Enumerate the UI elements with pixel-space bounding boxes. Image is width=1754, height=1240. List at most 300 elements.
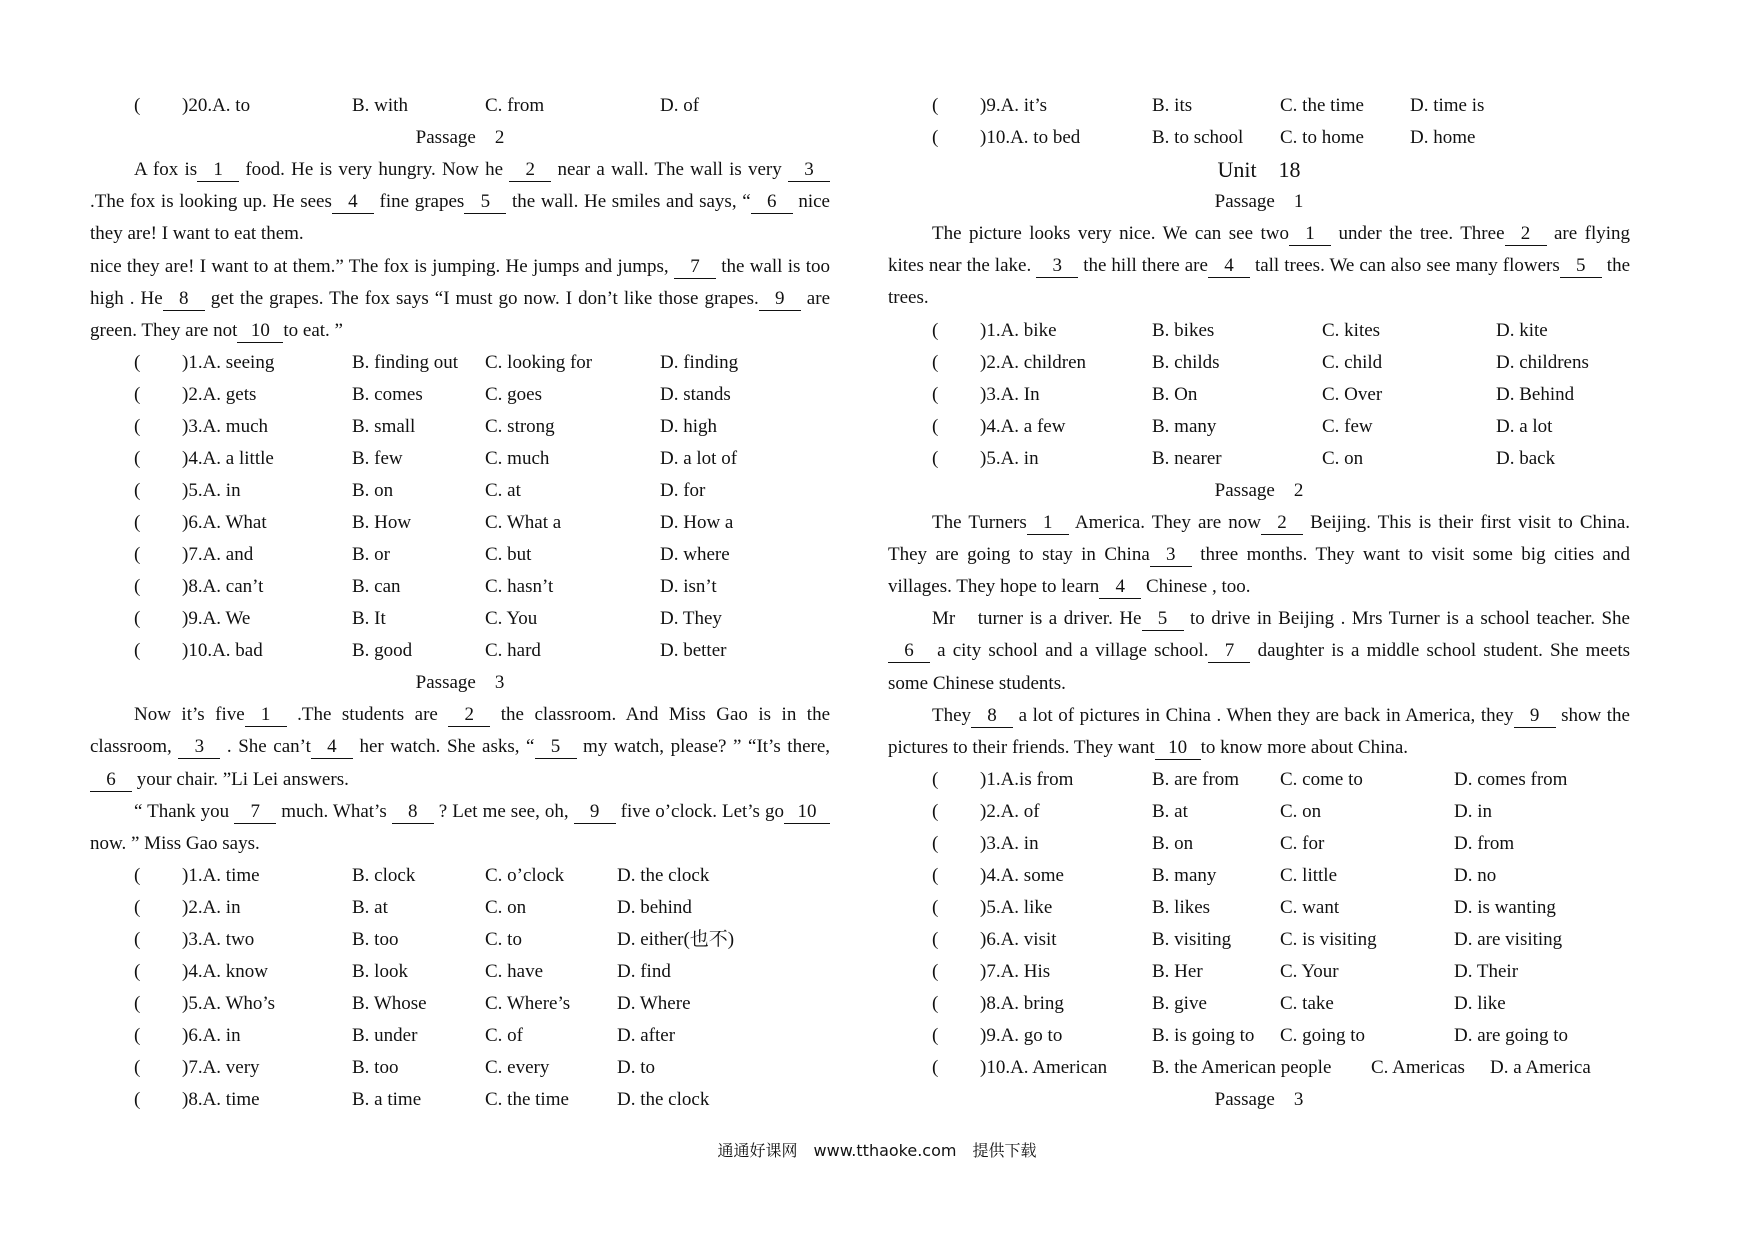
answer-paren: ( bbox=[134, 608, 141, 630]
option-c: C. hard bbox=[485, 640, 541, 662]
option-c: C. goes bbox=[485, 384, 542, 406]
text-segment: Mr turner is a driver. He bbox=[932, 608, 1142, 630]
answer-paren: ( bbox=[932, 127, 939, 148]
option-c: C. come to bbox=[1280, 769, 1363, 791]
text-segment: They bbox=[932, 704, 972, 726]
question-row bbox=[90, 507, 830, 539]
question-list bbox=[90, 860, 830, 1116]
option-a: )1.A. bike bbox=[980, 319, 1057, 341]
answer-paren: ( bbox=[134, 1025, 141, 1047]
answer-blank: 1 bbox=[197, 159, 239, 182]
option-d: D. the clock bbox=[617, 1089, 710, 1111]
answer-paren: ( bbox=[134, 480, 141, 502]
text-segment: A fox is bbox=[134, 159, 198, 180]
option-c: C. Over bbox=[1322, 383, 1383, 405]
option-c: C. take bbox=[1280, 993, 1334, 1015]
option-c: C. little bbox=[1280, 865, 1337, 887]
text-segment: Chinese , too. bbox=[1141, 576, 1251, 598]
answer-paren: ( bbox=[932, 929, 939, 951]
option-b: B. likes bbox=[1152, 897, 1211, 919]
answer-blank: 8 bbox=[971, 705, 1013, 728]
paragraph bbox=[90, 154, 830, 251]
option-a: )10.A. to bed bbox=[980, 127, 1081, 148]
option-c: C. looking for bbox=[485, 352, 593, 374]
text-segment: her watch. She asks, “ bbox=[352, 736, 535, 758]
answer-paren: ( bbox=[932, 993, 939, 1015]
option-d: D. the clock bbox=[617, 865, 710, 887]
answer-blank: 2 bbox=[1261, 512, 1303, 535]
option-b: B. its bbox=[1152, 95, 1193, 116]
passage-text bbox=[90, 154, 830, 347]
answer-blank: 3 bbox=[788, 159, 830, 182]
option-c: C. hasn’t bbox=[485, 576, 554, 598]
text-segment: the hill there are bbox=[1078, 255, 1208, 277]
option-d: D. no bbox=[1454, 865, 1497, 887]
text-segment: under the tree. Three bbox=[1330, 223, 1505, 244]
text-segment: Beijing. This is their first visit to China. They are going to stay in China bbox=[888, 511, 1630, 565]
paragraph bbox=[888, 507, 1630, 604]
answer-blank: 2 bbox=[448, 704, 490, 727]
answer-blank: 5 bbox=[1560, 255, 1602, 278]
option-c: C. Where’s bbox=[485, 993, 571, 1015]
option-b: B. few bbox=[352, 448, 403, 470]
paragraph bbox=[90, 796, 830, 860]
answer-paren: ( bbox=[134, 576, 141, 598]
option-d: D. Where bbox=[617, 993, 691, 1015]
option-d: D. after bbox=[617, 1025, 676, 1047]
option-a: )7.A. very bbox=[182, 1057, 260, 1079]
option-b: B. Whose bbox=[352, 993, 427, 1015]
option-c: C. every bbox=[485, 1057, 550, 1079]
question-row bbox=[888, 315, 1630, 347]
option-a: )2.A. in bbox=[182, 897, 241, 919]
option-c: C. have bbox=[485, 961, 544, 983]
option-a: )9.A. it’s bbox=[980, 95, 1048, 116]
answer-paren: ( bbox=[134, 352, 141, 374]
answer-blank: 4 bbox=[332, 191, 374, 214]
right-column bbox=[888, 90, 1630, 1116]
option-a: )10.A. American bbox=[980, 1057, 1108, 1079]
text-segment: .The students are bbox=[286, 704, 449, 726]
text-segment: get the grapes. The fox says “I must go now. I don’t like those grapes. bbox=[204, 287, 759, 309]
option-d: D. childrens bbox=[1496, 351, 1589, 373]
option-d: D. isn’t bbox=[660, 576, 717, 598]
option-b: B. are from bbox=[1152, 769, 1240, 791]
passage-text bbox=[90, 699, 830, 860]
option-a: )5.A. Who’s bbox=[182, 993, 276, 1015]
text-segment: The picture looks very nice. We can see two bbox=[932, 223, 1289, 244]
option-d: D. behind bbox=[617, 897, 692, 919]
text-segment: . She can’t bbox=[220, 736, 311, 758]
option-a: )4.A. some bbox=[980, 865, 1064, 887]
question-row bbox=[90, 603, 830, 635]
question-list bbox=[888, 764, 1630, 1084]
passage-title: Passage 2 bbox=[415, 127, 505, 148]
option-b: B. It bbox=[352, 608, 386, 630]
paragraph bbox=[888, 218, 1630, 315]
answer-blank: 7 bbox=[674, 256, 716, 279]
text-segment: a city school and a village school. bbox=[930, 640, 1209, 662]
question-row bbox=[888, 122, 1630, 154]
answer-blank: 5 bbox=[1142, 608, 1184, 631]
option-a: )5.A. in bbox=[980, 447, 1039, 469]
question-row bbox=[90, 347, 830, 379]
option-d: D. a lot bbox=[1496, 415, 1553, 437]
answer-paren: ( bbox=[134, 1057, 141, 1079]
option-a: )3.A. In bbox=[980, 383, 1040, 405]
option-a: )7.A. and bbox=[182, 544, 254, 566]
option-b: B. too bbox=[352, 929, 399, 951]
answer-paren: ( bbox=[932, 961, 939, 983]
option-a: )9.A. go to bbox=[980, 1025, 1063, 1047]
answer-paren: ( bbox=[932, 801, 939, 823]
answer-paren: ( bbox=[134, 897, 141, 919]
answer-paren: ( bbox=[932, 897, 939, 919]
option-d: D. are going to bbox=[1454, 1025, 1568, 1047]
text-segment: are green. They are not bbox=[90, 287, 830, 342]
answer-blank: 3 bbox=[1036, 255, 1078, 278]
option-b: B. childs bbox=[1152, 351, 1220, 373]
answer-paren: ( bbox=[134, 865, 141, 887]
text-segment: food. He is very hungry. Now he bbox=[239, 159, 510, 180]
answer-blank: 3 bbox=[1150, 544, 1192, 567]
option-c: C. is visiting bbox=[1280, 929, 1377, 951]
option-b: B. comes bbox=[352, 384, 423, 406]
answer-paren: ( bbox=[932, 833, 939, 855]
question-row bbox=[90, 924, 830, 956]
question-row bbox=[90, 860, 830, 892]
option-d: D. Behind bbox=[1496, 383, 1575, 405]
option-c: C. few bbox=[1322, 415, 1373, 437]
text-segment: the wall. He smiles and says, “ bbox=[506, 191, 751, 213]
text-segment: to know more about China. bbox=[1200, 737, 1409, 759]
answer-blank: 3 bbox=[178, 736, 220, 759]
question-row bbox=[90, 539, 830, 571]
question-row bbox=[888, 764, 1630, 796]
question-row bbox=[888, 443, 1630, 475]
text-segment: are flying kites near the lake. bbox=[888, 223, 1631, 277]
option-d: D. to bbox=[617, 1057, 655, 1079]
option-a: )2.A. gets bbox=[182, 384, 257, 406]
text-segment: the trees. bbox=[888, 255, 1630, 309]
question-row bbox=[90, 1020, 830, 1052]
answer-paren: ( bbox=[932, 1057, 939, 1079]
paragraph bbox=[888, 603, 1630, 700]
question-row bbox=[888, 1052, 1630, 1084]
answer-blank: 6 bbox=[751, 191, 793, 214]
option-a: )8.A. can’t bbox=[182, 576, 264, 598]
option-b: B. on bbox=[352, 480, 394, 502]
option-c: C. to home bbox=[1280, 127, 1364, 148]
option-b: B. many bbox=[1152, 865, 1217, 887]
option-c: C. want bbox=[1280, 897, 1340, 919]
option-b: B. Her bbox=[1152, 961, 1203, 983]
option-c: C. kites bbox=[1322, 319, 1381, 341]
text-segment: Now it’s five bbox=[134, 704, 245, 726]
option-d: D. time is bbox=[1410, 95, 1485, 116]
text-segment: to eat. ” bbox=[283, 320, 343, 342]
option-a: )2.A. children bbox=[980, 351, 1087, 373]
option-a: )6.A. visit bbox=[980, 929, 1057, 951]
option-b: B. or bbox=[352, 544, 390, 566]
answer-paren: ( bbox=[134, 961, 141, 983]
option-d: D. Their bbox=[1454, 961, 1519, 983]
question-list bbox=[888, 315, 1630, 475]
option-a: )6.A. in bbox=[182, 1025, 241, 1047]
option-b: B. nearer bbox=[1152, 447, 1222, 469]
passage-title: Passage 3 bbox=[415, 672, 505, 694]
answer-paren: ( bbox=[932, 865, 939, 887]
option-d: D. comes from bbox=[1454, 769, 1568, 791]
option-d: D. home bbox=[1410, 127, 1476, 148]
option-c: C. Your bbox=[1280, 961, 1339, 983]
answer-paren: ( bbox=[932, 319, 939, 341]
option-b: B. at bbox=[352, 897, 388, 919]
text-segment: now. ” Miss Gao says. bbox=[90, 833, 260, 855]
passage-title: Passage 3 bbox=[1214, 1089, 1304, 1111]
option-d: D. a America bbox=[1490, 1057, 1591, 1079]
option-a: )3.A. two bbox=[182, 929, 255, 951]
option-b: B. small bbox=[352, 416, 416, 438]
text-segment: “ Thank you bbox=[134, 800, 235, 822]
option-a: )3.A. much bbox=[182, 416, 269, 438]
option-d: D. are visiting bbox=[1454, 929, 1563, 951]
option-d: D. They bbox=[660, 608, 722, 630]
text-segment: the classroom. And Miss Gao is in the classroom, bbox=[90, 704, 830, 758]
answer-blank: 1 bbox=[245, 704, 287, 727]
option-c: C. the time bbox=[1280, 95, 1364, 116]
option-c: C. on bbox=[1322, 447, 1364, 469]
option-a: )1.A. seeing bbox=[182, 352, 275, 374]
option-d: D. in bbox=[1454, 801, 1492, 823]
option-c: C. You bbox=[485, 608, 538, 630]
option-c: C. child bbox=[1322, 351, 1383, 373]
option-d: D. from bbox=[1454, 833, 1515, 855]
answer-blank: 4 bbox=[1208, 255, 1250, 278]
option-b: B. the American people bbox=[1152, 1057, 1332, 1079]
answer-blank: 4 bbox=[1099, 576, 1141, 599]
text-segment: show the pictures to their friends. They want bbox=[888, 704, 1630, 759]
answer-paren: ( bbox=[932, 1025, 939, 1047]
answer-paren: ( bbox=[134, 416, 141, 438]
option-c: C. going to bbox=[1280, 1025, 1365, 1047]
option-b: B. visiting bbox=[1152, 929, 1232, 951]
question-row bbox=[90, 571, 830, 603]
option-d: D. high bbox=[660, 416, 717, 438]
option-a: )9.A. We bbox=[182, 608, 251, 630]
text-segment: daughter is a middle school student. She meets some Chinese students. bbox=[888, 640, 1630, 694]
option-b: B. a time bbox=[352, 1089, 422, 1111]
paragraph bbox=[888, 700, 1630, 764]
answer-blank: 1 bbox=[1027, 512, 1069, 535]
passage-text bbox=[888, 218, 1630, 315]
question-row bbox=[888, 1020, 1630, 1052]
text-segment: three months. They want to visit some big cities and villages. They hope to learn bbox=[888, 543, 1630, 598]
question-row bbox=[90, 1084, 830, 1116]
option-c: C. to bbox=[485, 929, 522, 951]
option-d: D. better bbox=[660, 640, 727, 662]
option-d: D. like bbox=[1454, 993, 1506, 1015]
option-c: C. but bbox=[485, 544, 532, 566]
question-list bbox=[888, 90, 1630, 154]
option-a: )7.A. His bbox=[980, 961, 1051, 983]
option-a: )2.A. of bbox=[980, 801, 1040, 823]
option-c: C. at bbox=[485, 480, 521, 502]
option-d: D. for bbox=[660, 480, 706, 502]
question-row bbox=[888, 796, 1630, 828]
option-d: D. of bbox=[660, 95, 700, 116]
text-segment: ? Let me see, oh, bbox=[433, 800, 574, 822]
answer-paren: ( bbox=[134, 95, 141, 116]
question-row bbox=[888, 956, 1630, 988]
option-a: )4.A. know bbox=[182, 961, 269, 983]
option-c: C. of bbox=[485, 1025, 523, 1047]
option-c: C. What a bbox=[485, 512, 562, 534]
question-row bbox=[888, 924, 1630, 956]
text-segment: my watch, please? ” “It’s there, bbox=[576, 736, 831, 758]
option-d: D. finding bbox=[660, 352, 739, 374]
footer: 通通好课网 www.tthaoke.com 提供下载 bbox=[717, 1141, 1037, 1160]
answer-blank: 10 bbox=[1155, 737, 1201, 760]
question-row bbox=[888, 90, 1630, 122]
paragraph bbox=[90, 251, 830, 348]
answer-blank: 8 bbox=[163, 288, 205, 311]
question-row bbox=[90, 443, 830, 475]
answer-blank: 10 bbox=[784, 801, 830, 824]
text-segment: much. What’s bbox=[276, 800, 392, 822]
option-c: C. strong bbox=[485, 416, 555, 438]
answer-paren: ( bbox=[134, 929, 141, 951]
answer-blank: 4 bbox=[311, 736, 353, 759]
question-row bbox=[90, 635, 830, 667]
option-c: C. from bbox=[485, 95, 545, 116]
answer-blank: 5 bbox=[464, 191, 506, 214]
left-column bbox=[90, 90, 830, 1116]
option-b: B. can bbox=[352, 576, 401, 598]
question-row bbox=[90, 90, 830, 122]
option-b: B. good bbox=[352, 640, 413, 662]
question-row bbox=[888, 860, 1630, 892]
answer-paren: ( bbox=[932, 769, 939, 791]
option-a: )5.A. like bbox=[980, 897, 1053, 919]
option-b: B. clock bbox=[352, 865, 416, 887]
passage-title: Passage 2 bbox=[1214, 479, 1304, 501]
text-segment: fine grapes bbox=[373, 191, 465, 213]
answer-blank: 2 bbox=[1505, 223, 1547, 246]
option-a: )1.A. time bbox=[182, 865, 260, 887]
passage-title: Passage 1 bbox=[1214, 191, 1304, 212]
option-d: D. where bbox=[660, 544, 730, 566]
question-row bbox=[888, 828, 1630, 860]
answer-paren: ( bbox=[134, 384, 141, 406]
option-a: )8.A. bring bbox=[980, 993, 1064, 1015]
question-row bbox=[888, 411, 1630, 443]
question-row bbox=[90, 988, 830, 1020]
option-c: C. on bbox=[1280, 801, 1322, 823]
option-b: B. is going to bbox=[1152, 1025, 1255, 1047]
answer-blank: 2 bbox=[509, 159, 551, 182]
text-segment: the wall is too high . He bbox=[90, 255, 830, 309]
option-b: B. under bbox=[352, 1025, 418, 1047]
text-segment: America. They are now bbox=[1068, 511, 1262, 533]
answer-blank: 6 bbox=[888, 640, 930, 663]
text-segment: nice they are! I want to eat them. bbox=[90, 191, 830, 245]
option-c: C. on bbox=[485, 897, 527, 919]
option-a: )1.A.is from bbox=[980, 769, 1074, 791]
answer-blank: 9 bbox=[1514, 705, 1556, 728]
text-segment: to drive in Beijing . Mrs Turner is a school teacher. She bbox=[1183, 608, 1630, 630]
option-c: C. o’clock bbox=[485, 865, 565, 887]
answer-paren: ( bbox=[134, 993, 141, 1015]
answer-blank: 9 bbox=[759, 288, 801, 311]
text-segment: nice they are! I want to at them.” The fox is jumping. He jumps and jumps, bbox=[90, 255, 674, 277]
answer-blank: 7 bbox=[234, 801, 276, 824]
question-row bbox=[90, 411, 830, 443]
text-segment: tall trees. We can also see many flowers bbox=[1249, 255, 1560, 277]
option-b: B. finding out bbox=[352, 352, 459, 374]
option-b: B. many bbox=[1152, 415, 1217, 437]
question-row bbox=[90, 379, 830, 411]
answer-paren: ( bbox=[134, 512, 141, 534]
option-b: B. give bbox=[1152, 993, 1207, 1015]
option-c: C. much bbox=[485, 448, 550, 470]
option-d: D. stands bbox=[660, 384, 731, 406]
answer-paren: ( bbox=[134, 544, 141, 566]
text-segment: your chair. ”Li Lei answers. bbox=[132, 768, 349, 790]
option-a: )4.A. a little bbox=[182, 448, 274, 470]
answer-paren: ( bbox=[134, 640, 141, 662]
question-row bbox=[888, 988, 1630, 1020]
answer-paren: ( bbox=[134, 448, 141, 470]
paragraph bbox=[90, 699, 830, 796]
option-a: )6.A. What bbox=[182, 512, 267, 534]
option-c: C. Americas bbox=[1371, 1057, 1465, 1079]
answer-blank: 9 bbox=[574, 801, 616, 824]
option-d: D. find bbox=[617, 961, 671, 983]
question-row bbox=[90, 956, 830, 988]
answer-blank: 5 bbox=[535, 736, 577, 759]
answer-paren: ( bbox=[134, 1089, 141, 1111]
answer-blank: 10 bbox=[237, 320, 283, 343]
option-d: D. kite bbox=[1496, 319, 1548, 341]
option-b: B. look bbox=[352, 961, 408, 983]
question-row bbox=[888, 347, 1630, 379]
question-row bbox=[90, 475, 830, 507]
option-b: B. with bbox=[352, 95, 408, 116]
text-segment: near a wall. The wall is very bbox=[551, 159, 788, 180]
option-b: B. bikes bbox=[1152, 319, 1215, 341]
question-row bbox=[90, 892, 830, 924]
text-segment: five o’clock. Let’s go bbox=[615, 800, 784, 822]
option-b: B. How bbox=[352, 512, 412, 534]
answer-paren: ( bbox=[932, 447, 939, 469]
option-c: C. the time bbox=[485, 1089, 569, 1111]
text-segment: The Turners bbox=[932, 511, 1027, 533]
unit-title: Unit 18 bbox=[1217, 157, 1301, 182]
question-row bbox=[888, 892, 1630, 924]
option-d: D. is wanting bbox=[1454, 897, 1556, 919]
question-row bbox=[90, 1052, 830, 1084]
answer-blank: 1 bbox=[1289, 223, 1331, 246]
option-b: B. on bbox=[1152, 833, 1194, 855]
option-d: D. either(也不) bbox=[617, 929, 735, 951]
answer-blank: 7 bbox=[1208, 640, 1250, 663]
option-a: )4.A. a few bbox=[980, 415, 1066, 437]
answer-blank: 8 bbox=[392, 801, 434, 824]
option-b: B. On bbox=[1152, 383, 1198, 405]
text-segment: a lot of pictures in China . When they are back in America, they bbox=[1013, 704, 1514, 726]
option-b: B. to school bbox=[1152, 127, 1244, 148]
